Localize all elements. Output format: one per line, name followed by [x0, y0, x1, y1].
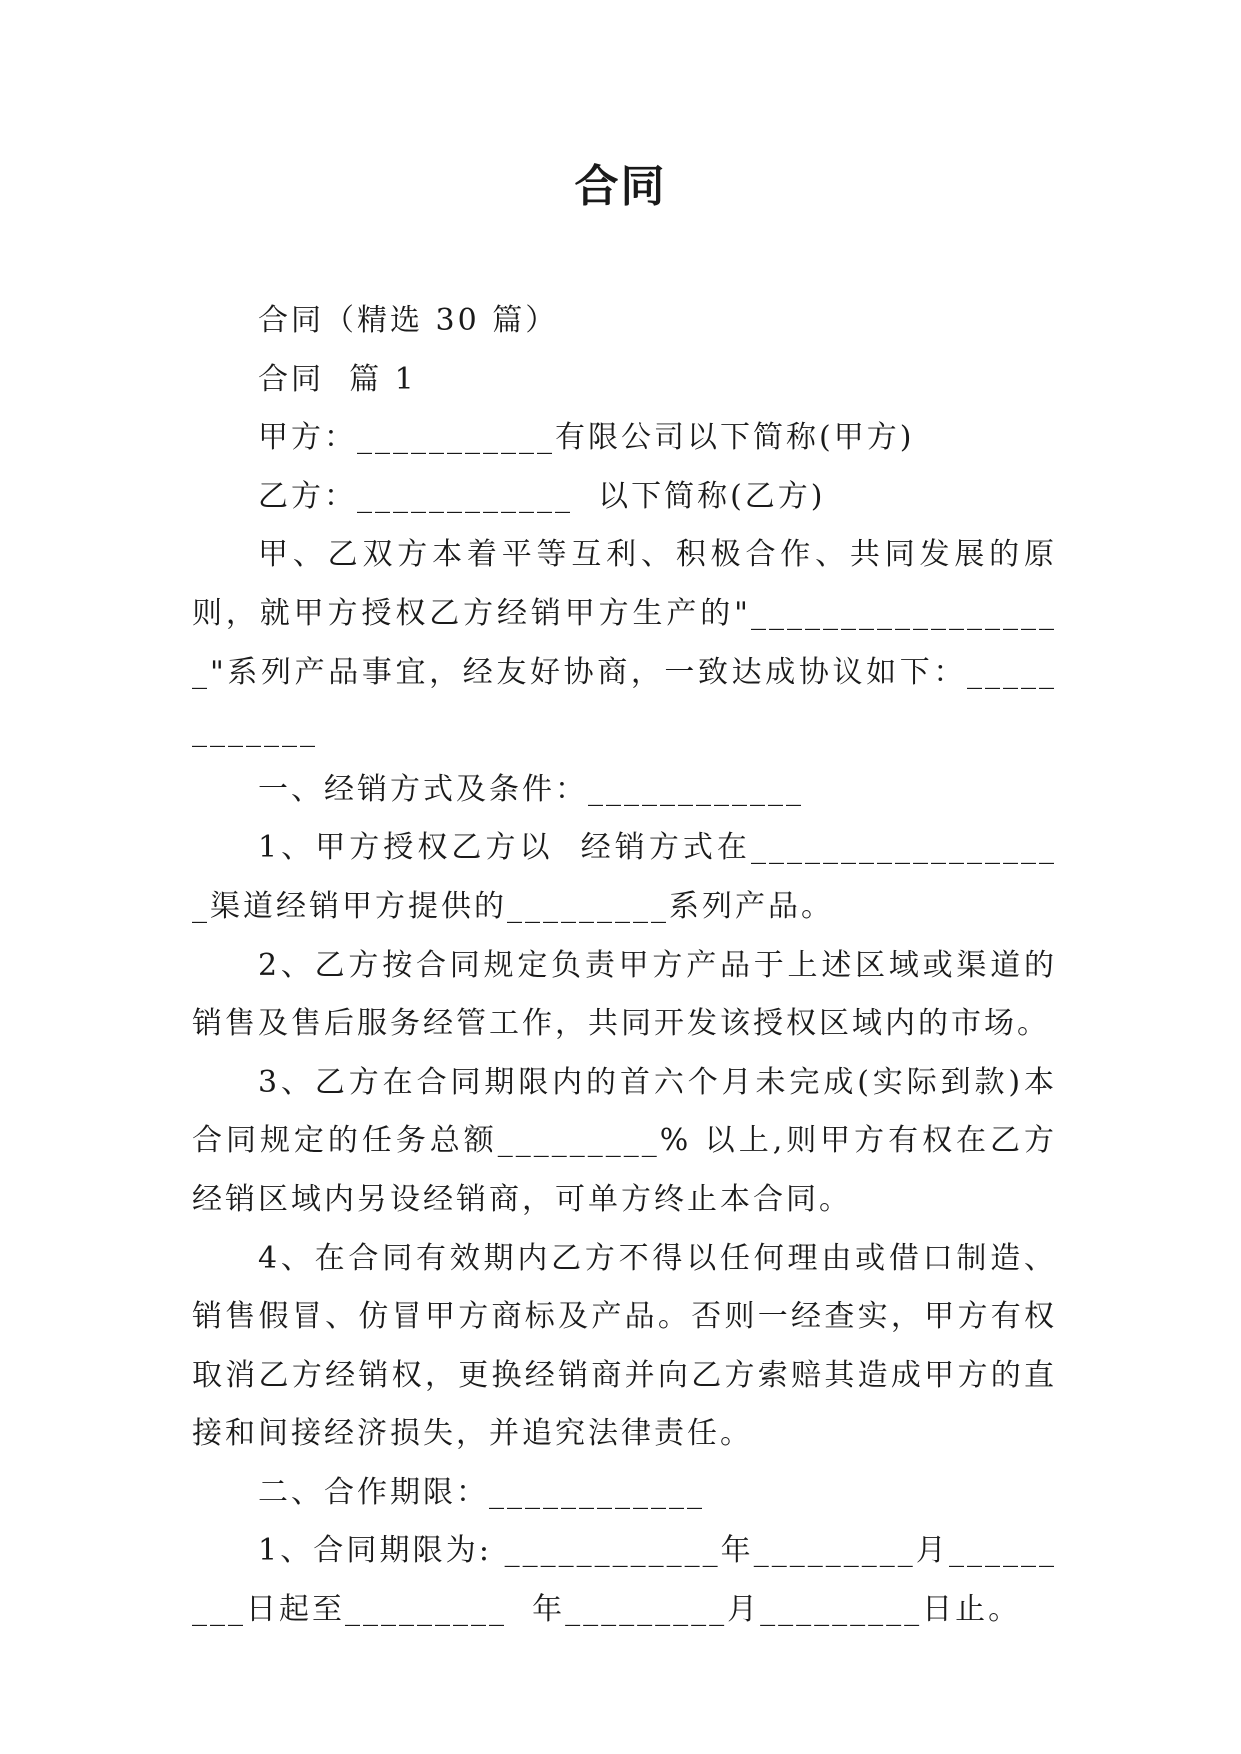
paragraph-clause-1-1: 1、甲方授权乙方以 经销方式在__________________渠道经销甲方提供的_________系列产品。 [192, 830, 1057, 924]
paragraph-clause-2-heading: 二、合作期限：____________ [258, 1474, 705, 1510]
paragraph-clause-1-2: 2、乙方按合同规定负责甲方产品于上述区域或渠道的销售及售后服务经管工作，共同开发该授权区域内的市场。 [192, 947, 1057, 1042]
document-body [192, 292, 1057, 1640]
paragraph-clause-2-1: 1、合同期限为: ____________年_________月_________日起至_________ 年_________月_________日止。 [192, 1533, 1057, 1628]
document-title: 合同 [574, 161, 667, 212]
paragraph-clause-1-4: 4、在合同有效期内乙方不得以任何理由或借口制造、销售假冒、仿冒甲方商标及产品。否则一经查实，甲方有权取消乙方经销权，更换经销商并向乙方索赔其造成甲方的直接和间接经济损失，并追究法律责任。 [192, 1240, 1057, 1452]
paragraph-subtitle: 合同（精选 30 篇） [258, 303, 559, 338]
paragraph-clause-1-heading: 一、经销方式及条件：____________ [258, 771, 804, 807]
paragraph-party-b: 乙方：____________ 以下简称(乙方) [258, 478, 826, 514]
paragraph-section-heading: 合同 篇 1 [258, 361, 417, 397]
paragraph-clause-1-3: 3、乙方在合同期限内的首六个月未完成(实际到款)本合同规定的任务总额_________% 以上,则甲方有权在乙方经销区域内另设经销商，可单方终止本合同。 [192, 1064, 1057, 1217]
paragraph-party-a: 甲方：___________有限公司以下简称(甲方) [258, 420, 915, 456]
paragraph-preamble: 甲、乙双方本着平等互利、积极合作、共同发展的原则，就甲方授权乙方经销甲方生产的"__________________"系列产品事宜，经友好协商，一致达成协议如下：____________ [192, 537, 1057, 749]
